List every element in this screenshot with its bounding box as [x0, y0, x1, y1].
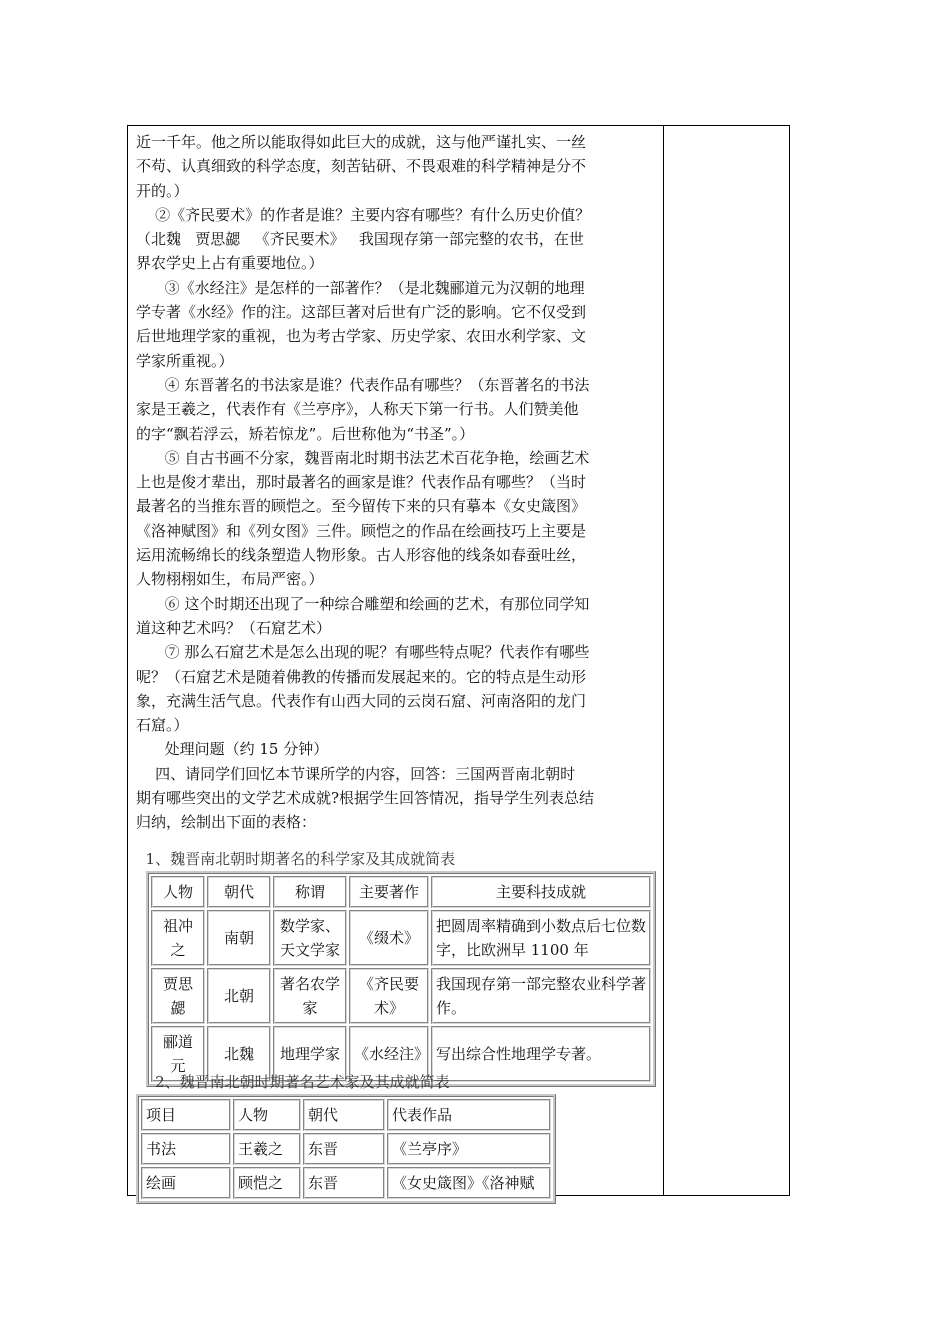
- table-row: [141, 1167, 551, 1199]
- text-line: （北魏 贾思勰 《齐民要术》 我国现存第一部完整的农书，在世: [136, 230, 584, 249]
- table-cell: 把圆周率精确到小数点后七位数字，比欧洲早 1100 年: [431, 910, 651, 966]
- table-cell: 南朝: [207, 910, 271, 966]
- table-row: [151, 968, 651, 1024]
- table-row: [151, 910, 651, 966]
- table2-caption: 2、魏晋南北朝时期著名艺术家及其成就简表: [136, 1073, 450, 1091]
- text-line: 期有哪些突出的文学艺术成就?根据学生回答情况，指导学生列表总结: [136, 789, 595, 808]
- text-line: ④ 东晋著名的书法家是谁？代表作品有哪些？（东晋著名的书法: [136, 375, 590, 394]
- table-cell: 祖冲之: [151, 910, 205, 966]
- text-line: 家是王羲之，代表作有《兰亭序》，人称天下第一行书。人们赞美他: [136, 400, 579, 419]
- text-line: 石窟。）: [136, 716, 189, 735]
- table-header-cell: 称谓: [273, 876, 347, 908]
- text-line: ⑥ 这个时期还出现了一种综合雕塑和绘画的艺术，有那位同学知: [136, 594, 590, 613]
- text-line: 不苟、认真细致的科学态度，刻苦钻研、不畏艰难的科学精神是分不: [136, 157, 587, 176]
- table-header-row: [151, 876, 651, 908]
- table-cell: 贾思勰: [151, 968, 205, 1024]
- table-header-row: [141, 1099, 551, 1131]
- text-line: 后世地理学家的重视，也为考古学家、历史学家、农田水利学家、文: [136, 327, 587, 346]
- text-line: 人物栩栩如生，布局严密。）: [136, 570, 324, 589]
- text-line: 近一千年。他之所以能取得如此巨大的成就，这与他严谨扎实、一丝: [136, 133, 587, 151]
- text-line: ③《水经注》是怎样的一部著作？（是北魏郦道元为汉朝的地理: [136, 278, 585, 297]
- table-cell: 东晋: [303, 1133, 385, 1165]
- table-cell: 《水经注》: [349, 1026, 429, 1082]
- table-cell: 北魏: [207, 1026, 271, 1082]
- table-header-cell: 朝代: [303, 1099, 385, 1131]
- text-line: 学家所重视。）: [136, 351, 234, 370]
- text-line: 处理问题（约 15 分钟）: [136, 740, 329, 759]
- artists-table: [136, 1094, 556, 1204]
- table-cell: 写出综合性地理学专著。: [431, 1026, 651, 1082]
- table-cell: 《女史箴图》《洛神赋: [387, 1167, 551, 1199]
- text-line: ②《齐民要术》的作者是谁？主要内容有哪些？有什么历史价值？: [136, 205, 591, 224]
- table-header-cell: 主要著作: [349, 876, 429, 908]
- text-line: 最著名的当推东晋的顾恺之。至今留传下来的只有摹本《女史箴图》: [136, 497, 587, 516]
- table-row: [141, 1133, 551, 1165]
- table-cell: 著名农学家: [273, 968, 347, 1024]
- text-line: ⑦ 那么石窟艺术是怎么出现的呢？有哪些特点呢？代表作有哪些: [136, 643, 590, 662]
- text-line: 学专著《水经》作的注。这部巨著对后世有广泛的影响。它不仅受到: [136, 303, 587, 322]
- table-cell: 《齐民要术》: [349, 968, 429, 1024]
- table-cell: 我国现存第一部完整农业科学著作。: [431, 968, 651, 1024]
- table-header-cell: 主要科技成就: [431, 876, 651, 908]
- lesson-plan-frame: [127, 125, 790, 1196]
- text-line: 的字“飘若浮云，矫若惊龙”。后世称他为“书圣”。）: [136, 424, 475, 443]
- text-line: 道这种艺术吗？（石窟艺术）: [136, 618, 332, 637]
- text-line: 运用流畅绵长的线条塑造人物形象。古人形容他的线条如春蚕吐丝，: [136, 546, 587, 565]
- table-cell: 北朝: [207, 968, 271, 1024]
- text-line: 开的。）: [136, 181, 189, 200]
- text-line: 象，充满生活气息。代表作有山西大同的云岗石窟、河南洛阳的龙门: [136, 691, 587, 710]
- table-header-cell: 代表作品: [387, 1099, 551, 1131]
- table-cell: 书法: [141, 1133, 231, 1165]
- column-divider: [663, 126, 664, 1195]
- table1-caption: 1、魏晋南北朝时期著名的科学家及其成就简表: [136, 850, 456, 868]
- table-cell: 《兰亭序》: [387, 1133, 551, 1165]
- table-cell: 东晋: [303, 1167, 385, 1199]
- table-header-cell: 朝代: [207, 876, 271, 908]
- text-line: 呢？（石窟艺术是随着佛教的传播而发展起来的。它的特点是生动形: [136, 667, 587, 686]
- table-header-cell: 人物: [151, 876, 205, 908]
- table-cell: 绘画: [141, 1167, 231, 1199]
- scientists-table: [146, 871, 656, 1087]
- table-cell: 郦道元: [151, 1026, 205, 1082]
- table-header-cell: 人物: [233, 1099, 301, 1131]
- table-header-cell: 项目: [141, 1099, 231, 1131]
- text-line: 四、请同学们回忆本节课所学的内容，回答：三国两晋南北朝时: [136, 764, 576, 783]
- table-cell: 地理学家: [273, 1026, 347, 1082]
- text-line: 界农学史上占有重要地位。）: [136, 254, 324, 273]
- body-text: [136, 130, 594, 835]
- text-line: 归纳，绘制出下面的表格：: [136, 813, 317, 832]
- table-cell: 顾恺之: [233, 1167, 301, 1199]
- text-line: 上也是俊才辈出，那时最著名的画家是谁？代表作品有哪些？（当时: [136, 473, 587, 492]
- text-line: ⑤ 自古书画不分家，魏晋南北时期书法艺术百花争艳，绘画艺术: [136, 448, 590, 467]
- table-cell: 《缀术》: [349, 910, 429, 966]
- table-cell: 数学家、天文学家: [273, 910, 347, 966]
- table-cell: 王羲之: [233, 1133, 301, 1165]
- text-line: 《洛神赋图》和《列女图》三件。顾恺之的作品在绘画技巧上主要是: [136, 521, 587, 540]
